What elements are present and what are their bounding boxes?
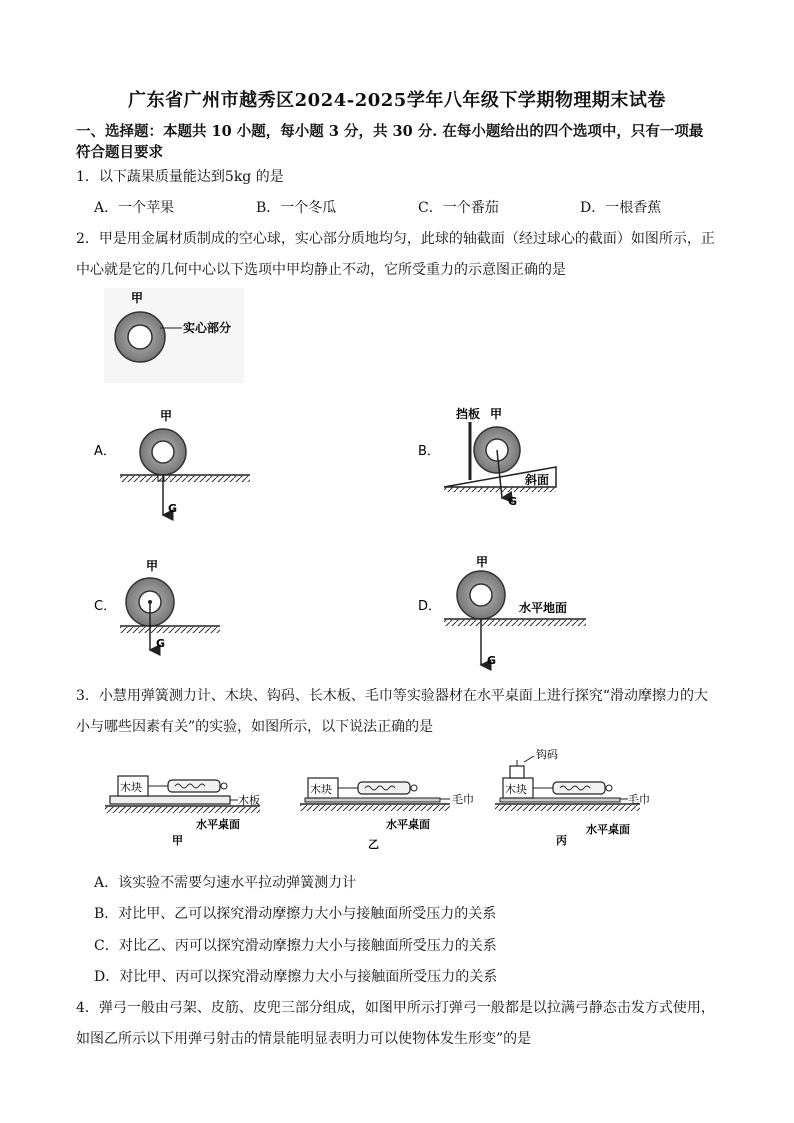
svg-text:甲: 甲 (476, 555, 489, 569)
q2-stem-line1: 2．甲是用金属材质制成的空心球，实心部分质地均匀，此球的轴截面（经过球心的截面）如图所示，正 (76, 231, 715, 247)
svg-text:水平桌面: 水平桌面 (196, 818, 240, 831)
q1-option-b: B．一个冬瓜 (256, 200, 337, 216)
svg-text:甲: 甲 (172, 834, 183, 847)
svg-text:丙: 丙 (556, 834, 567, 847)
section-heading-line1: 一、选择题：本题共 10 小题，每小题 3 分，共 30 分. 在每小题给出的四个选项中，只有一项最 (76, 123, 704, 140)
svg-text:乙: 乙 (368, 838, 379, 851)
ground-label: 水平地面 (519, 601, 568, 615)
q1-stem: 1．以下蔬果质量能达到5kg 的是 (76, 169, 284, 185)
q3-stem-line1: 3．小慧用弹簧测力计、木块、钩码、长木板、毛巾等实验器材在水平桌面上进行探究“滑动摩擦力的大 (76, 688, 709, 704)
q3-option-c: C．对比乙、丙可以探究滑动摩擦力大小与接触面所受压力的关系 (94, 938, 497, 954)
section-heading-line2: 符合题目要求 (76, 144, 163, 161)
q1-option-a: A．一个苹果 (94, 200, 175, 216)
svg-text:水平桌面: 水平桌面 (586, 823, 630, 836)
q1-option-d: D．一根香蕉 (580, 200, 662, 216)
svg-text:甲: 甲 (160, 409, 173, 423)
svg-text:G: G (156, 637, 166, 650)
exam-title: 广东省广州市越秀区2024-2025学年八年级下学期物理期末试卷 (128, 90, 666, 111)
q3-option-b: B．对比甲、乙可以探究滑动摩擦力大小与接触面所受压力的关系 (94, 906, 497, 922)
svg-text:G: G (508, 495, 518, 508)
svg-text:木板: 木板 (238, 794, 260, 807)
slope-label: 斜面 (525, 473, 550, 487)
spring-scale-jia (168, 780, 220, 792)
q1-option-c: C．一个番茄 (418, 200, 499, 216)
svg-text:木块: 木块 (310, 783, 332, 796)
svg-text:毛巾: 毛巾 (628, 793, 650, 806)
svg-text:毛巾: 毛巾 (452, 793, 474, 806)
svg-text:木块: 木块 (505, 783, 527, 796)
solid-part-label: 实心部分 (183, 321, 232, 335)
svg-text:木块: 木块 (120, 781, 142, 794)
q3-option-a: A．该实验不需要匀速水平拉动弹簧测力计 (94, 875, 357, 891)
q4-stem-line2: 如图乙所示以下用弹弓射击的情景能明显表明力可以使物体发生形变”的是 (76, 1031, 532, 1047)
baffle-label: 挡板 (456, 407, 481, 421)
q2-stem-line2: 中心就是它的几何中心以下选项中甲均静止不动，它所受重力的示意图正确的是 (76, 262, 566, 278)
q2-option-c-letter: C． (94, 599, 117, 614)
svg-text:甲: 甲 (146, 559, 159, 573)
q2-option-b-letter: B． (418, 444, 440, 459)
svg-text:水平桌面: 水平桌面 (386, 818, 430, 831)
svg-text:钩码: 钩码 (536, 748, 558, 761)
q4-stem-line1: 4．弹弓一般由弓架、皮筋、皮兜三部分组成，如图甲所示打弹弓一般都是以拉满弓静态击发方式使用， (76, 1000, 715, 1016)
fig-jia-label: 甲 (131, 291, 144, 305)
spring-scale-bing (553, 782, 605, 794)
svg-text:G: G (487, 654, 497, 667)
q2-option-d-letter: D． (418, 599, 442, 614)
q2-option-a-letter: A． (94, 444, 116, 459)
svg-text:G: G (168, 502, 178, 515)
spring-scale-yi (358, 782, 410, 794)
q3-option-d: D．对比甲、丙可以探究滑动摩擦力大小与接触面所受压力的关系 (94, 969, 498, 985)
board-jia (110, 796, 230, 804)
q3-stem-line2: 小与哪些因素有关”的实验，如图所示，以下说法正确的是 (76, 719, 434, 735)
q3-figure (0, 740, 794, 860)
q2-figure (0, 280, 794, 680)
svg-text:甲: 甲 (490, 407, 503, 421)
weight-bing (510, 766, 524, 778)
